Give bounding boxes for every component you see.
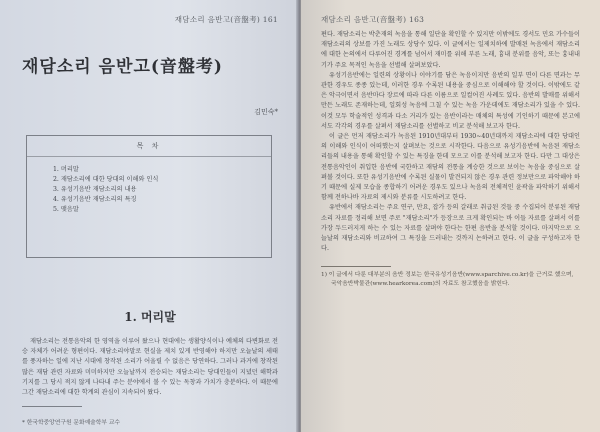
right-body-text [321,30,580,254]
toc-item: 3. 유성기음반 재담소리의 내용 [53,186,137,193]
running-head-right: 재담소리 음반고(音盤考) 163 [321,15,425,24]
source-footnote: 1) 이 글에서 다룬 대부분의 음반 정보는 한국유성기음반(www.sparchive.co.kr)을 근거로 했으며, 국악음반박물관(www.hearkorea.com)의 자료도 참고했음을 밝힌다. [321,272,574,288]
footnote-divider [321,266,391,267]
body-paragraph: 재담소리는 전통음악의 한 영역을 이루어 왔으나 현대에는 생활양식이나 예체의 다변화로 전승 자체가 어려운 형편이다. 재담소리야말로 현실을 제치 있게 반영해야 하지만 오늘날의 세태를 풍자하는 일에 지난 시대에 창작된 소리가 어울릴 수 없음은 당연하다. 그러나 과거에 창작된 많은 재담 관련 자료와 미미하지만 오늘날까지 전승되는 재담소리는 당대인들이 지녔던 해학과 기지를 그 당시 적지 않게 나타내 주는 분야에서 볼 수 있는 독창과 가치가 충분하다. 이 때문에 그간 재담소리에 대한 학계의 관심이 지속되어 왔다. [22,338,278,397]
toc-list [53,165,271,215]
toc-heading: 목 차 [136,142,162,150]
toc-divider [27,156,271,157]
author-footnote: * 한국학중앙연구원 문화예술학부 교수 [22,420,121,427]
body-paragraph: 편다. 재담소리는 박춘재의 녹음을 통해 일단을 확인할 수 있지만 이밖에도 경서도 민요 가수들이 재담소리의 상보를 가진 노래도 상당수 있다. 이 글에서는 일제치하에 발매된 녹음에서 재담소리에 대한 논의에서 다루어진 경계를 넘어서 재미를 위해 부른 노래, 흉내 분위를 음악, 또는 흉내내기가 주요 목적인 녹음을 선별해 살펴보았다. [321,31,580,69]
right-page [301,0,600,432]
toc-item: 2. 재담소리에 대한 당대의 이해와 인식 [53,176,159,183]
body-paragraph: 이 글은 먼저 재담소리가 녹음된 1910년대부터 1930~40년대까지 재담소리에 대한 당대인의 이해와 인식이 어떠했는지 살펴보는 것으로 시작한다. 다음으로 유성기음반에 녹음된 재담소리들의 내용을 통해 확인할 수 있는 특징을 한데 모으고 이를 분석해 보고자 한다. 다만 그 대상은 전통음악인이 취입한 음반에 국한하고 재담의 전통을 계승한 것으로 보이는 녹음을 중심으로 살펴볼 것이다. 또한 유성기음반에 수록된 실물이 발견되지 않은 경우 관련 정보만으로 파악해야 하기 때문에 실제 모습을 종합하기 어려운 경우도 있으나 녹음의 전체적인 윤곽을 파악하기 위해서 함께 전하나바 자료의 제시와 분류를 시도하려고 한다. [321,133,580,202]
toc-item: 5. 맺음말 [53,206,79,213]
author-name: 김민숙* [254,108,278,116]
toc-item: 4. 유성기음반 재담소리의 특징 [53,196,137,203]
section-heading: 1. 머리말 [124,310,176,324]
footnote-divider [22,406,82,407]
left-body-text [22,337,278,398]
running-head-left: 재담소리 음반고(音盤考) 161 [174,15,278,24]
body-paragraph: 유성기음반에는 일련의 상황이나 이야기를 담은 녹음이지만 음반의 일부 면이 다른 면과는 무관한 경우도 종종 있는데, 이러한 경우 수록된 내용을 중심으로 이해해야 할 것이다. 이밖에도 같은 악극이면서 음반마다 장르에 따라 다른 이름으로 일컬어진 사례도 있다. 음반의 발매를 위해서 만든 노래도 존재하는데, 일회성 녹음에 그칠 수 있는 녹음 가운데에도 재담소리가 있을 수 있다. 이것 모두 학술적인 성격과 다소 거리가 있는 음반이라는 매체의 특성에 기인하기 때문에 본고에서도 각각의 경우를 살펴서 재담소리를 선별하고 비교 분석해 보고자 한다. [321,71,580,130]
body-paragraph: 유반에서 재담소리는 주요 연구, 만요, 잡가 등의 갈래로 취급된 것들 중 수집되어 분류된 재담소리 자료를 정리해 보면 주로 "재담소리"가 등장으로 크게 확인되는 바 이들 자료를 살펴서 이를 가장 두드러지게 하는 수 있는 자료를 살펴야 한다는 한편 음반을 분석할 것이다. 마지막으로 오늘날의 재담소리와 비교하여 그 특징을 드러내는 것까지 논하려고 한다. 이 글을 구성하고자 한다. [321,204,580,253]
article-title: 재담소리 음반고(音盤考) [22,57,223,77]
table-of-contents [26,135,272,258]
left-page [0,0,298,432]
toc-item: 1. 머리말 [53,166,79,173]
